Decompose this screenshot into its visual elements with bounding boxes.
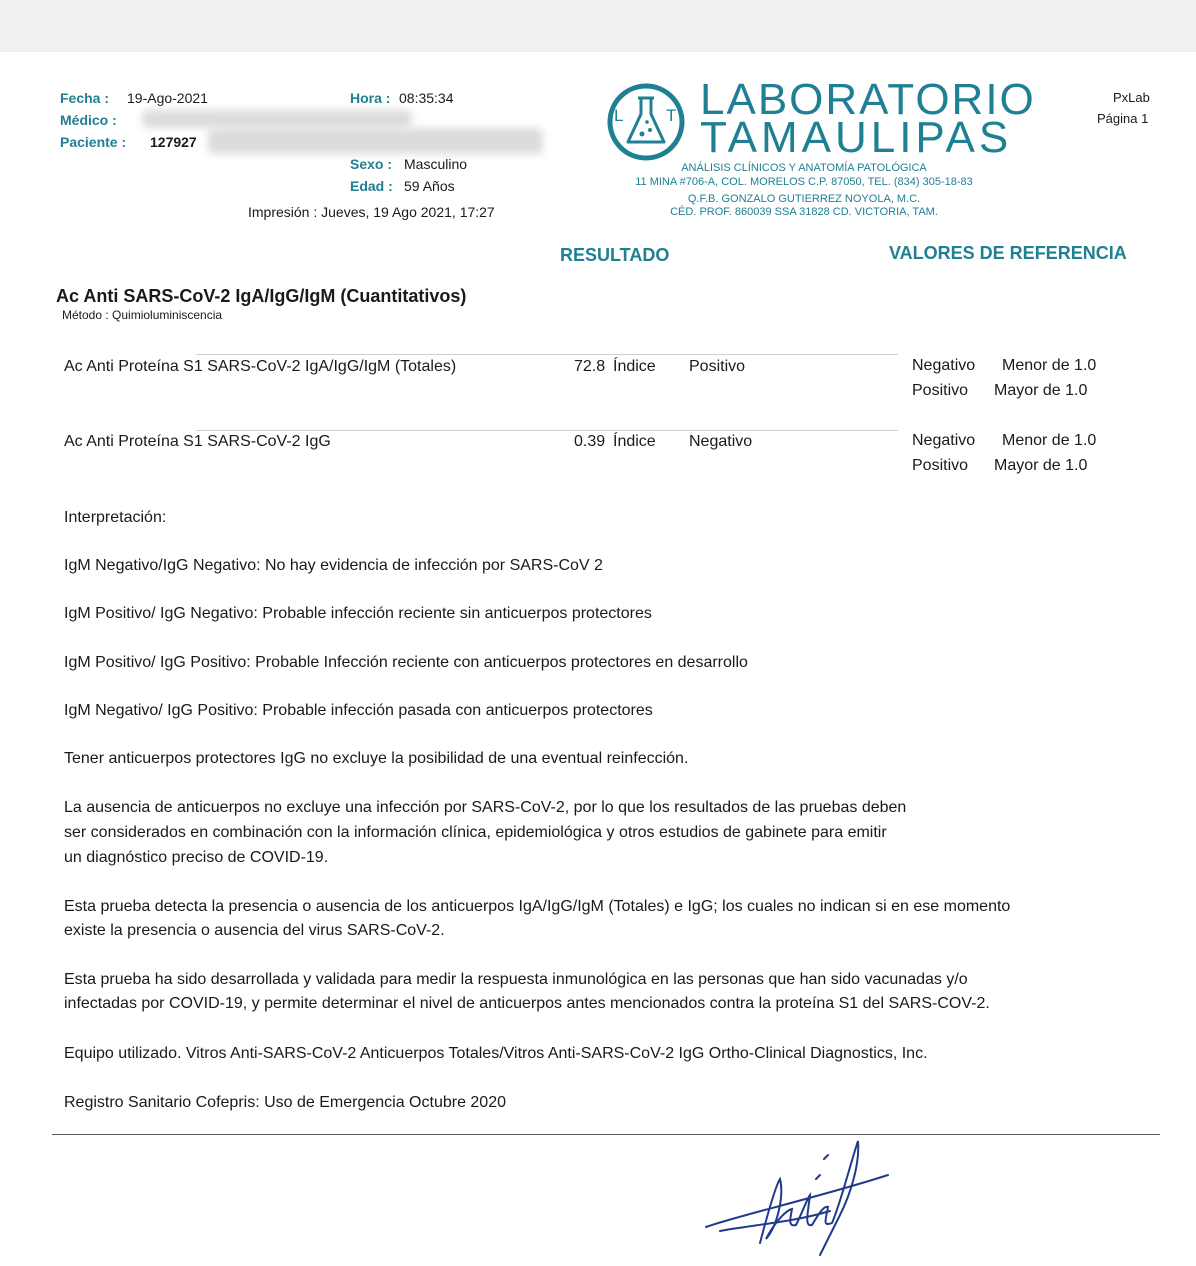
logo-letter-l: L xyxy=(614,106,624,125)
sexo-label: Sexo : xyxy=(350,156,393,172)
lab-name-line2: TAMAULIPAS xyxy=(700,113,1013,162)
note-paragraph-line: ser considerados en combinación con la información clínica, epidemiológica y otros estudios de gabinete para emitir xyxy=(64,824,887,841)
result-interpretation: Positivo xyxy=(689,358,746,375)
result-interpretation: Negativo xyxy=(689,433,753,450)
edad-label: Edad : xyxy=(350,178,393,194)
fecha-label: Fecha : xyxy=(60,90,110,106)
lab-cedula: CÉD. PROF. 860039 SSA 31828 CD. VICTORIA, TAM. xyxy=(670,206,938,218)
row-divider xyxy=(196,354,898,355)
note-paragraph-line: Esta prueba detecta la presencia o ausencia de los anticuerpos IgA/IgG/IgM (Totales) e IgG; los cuales no indican si en ese momento xyxy=(64,898,1011,915)
medico-label: Médico : xyxy=(60,112,117,128)
hora-label: Hora : xyxy=(350,90,391,106)
equipment-note: Equipo utilizado. Vitros Anti-SARS-CoV-2 Anticuerpos Totales/Vitros Anti-SARS-CoV-2 IgG Ortho-Clinical Diagnostics, Inc. xyxy=(64,1045,928,1062)
note-paragraph-line: un diagnóstico preciso de COVID-19. xyxy=(64,849,329,866)
note-paragraph-line: La ausencia de anticuerpos no excluye una infección por SARS-CoV-2, por lo que los resultados de las pruebas deben xyxy=(64,799,907,816)
note-paragraph-line: Esta prueba ha sido desarrollada y validada para medir la respuesta inmunológica en las personas que han sido vacunadas y/o xyxy=(64,971,968,988)
lab-subtitle: ANÁLISIS CLÍNICOS Y ANATOMÍA PATOLÓGICA xyxy=(681,162,927,174)
registry-note: Registro Sanitario Cofepris: Uso de Emergencia Octubre 2020 xyxy=(64,1094,506,1111)
paciente-label: Paciente : xyxy=(60,134,127,150)
ref-label: Positivo xyxy=(912,382,969,399)
ref-range: Mayor de 1.0 xyxy=(994,382,1088,399)
test-title: Ac Anti SARS-CoV-2 IgA/IgG/IgM (Cuantitativos) xyxy=(56,286,467,306)
ref-range: Menor de 1.0 xyxy=(1002,357,1097,374)
print-date: Impresión : Jueves, 19 Ago 2021, 17:27 xyxy=(248,204,495,220)
interpretation-heading: Interpretación: xyxy=(64,509,167,526)
note-paragraph-line: infectadas por COVID-19, y permite determinar el nivel de anticuerpos antes mencionados contra la proteína S1 del SARS-COV-2. xyxy=(64,995,990,1012)
ref-label: Negativo xyxy=(912,432,976,449)
resultado-header: RESULTADO xyxy=(560,245,670,265)
page-number: Página 1 xyxy=(1097,111,1149,126)
row-divider xyxy=(196,430,898,431)
footer-divider xyxy=(52,1134,1160,1135)
redacted-paciente xyxy=(208,128,543,154)
note-line: Tener anticuerpos protectores IgG no excluye la posibilidad de una eventual reinfección. xyxy=(64,750,689,767)
system-name: PxLab xyxy=(1113,90,1150,105)
result-name: Ac Anti Proteína S1 SARS-CoV-2 IgG xyxy=(64,433,331,450)
top-bar xyxy=(0,0,1196,52)
result-unit: Índice xyxy=(613,358,656,375)
note-line: IgM Negativo/ IgG Positivo: Probable infección pasada con anticuerpos protectores xyxy=(64,702,653,719)
signature xyxy=(700,1135,900,1260)
ref-label: Positivo xyxy=(912,457,969,474)
edad-value: 59 Años xyxy=(404,178,455,194)
note-line: IgM Negativo/IgG Negativo: No hay evidencia de infección por SARS-CoV 2 xyxy=(64,557,603,574)
lab-name-line1: LABORATORIO xyxy=(700,75,1036,124)
result-value: 0.39 xyxy=(574,433,606,450)
note-line: IgM Positivo/ IgG Negativo: Probable infección reciente sin anticuerpos protectores xyxy=(64,605,652,622)
result-value: 72.8 xyxy=(574,358,606,375)
result-name: Ac Anti Proteína S1 SARS-CoV-2 IgA/IgG/IgM (Totales) xyxy=(64,358,457,375)
lab-address: 11 MINA #706-A, COL. MORELOS C.P. 87050, TEL. (834) 305-18-83 xyxy=(635,176,973,188)
redacted-medico xyxy=(142,110,412,128)
result-unit: Índice xyxy=(613,433,656,450)
fecha-value: 19-Ago-2021 xyxy=(127,90,208,106)
lab-logo xyxy=(606,82,686,162)
note-paragraph-line: existe la presencia o ausencia del virus SARS-CoV-2. xyxy=(64,922,445,939)
lab-director: Q.F.B. GONZALO GUTIERREZ NOYOLA, M.C. xyxy=(687,193,921,205)
ref-range: Menor de 1.0 xyxy=(1002,432,1097,449)
note-line: IgM Positivo/ IgG Positivo: Probable Infección reciente con anticuerpos protectores en desarrollo xyxy=(64,654,748,671)
hora-value: 08:35:34 xyxy=(399,90,454,106)
logo-letter-t: T xyxy=(666,106,677,125)
test-method: Método : Quimioluminiscencia xyxy=(62,308,223,322)
sexo-value: Masculino xyxy=(404,156,468,172)
ref-range: Mayor de 1.0 xyxy=(994,457,1088,474)
referencia-header: VALORES DE REFERENCIA xyxy=(889,243,1127,263)
ref-label: Negativo xyxy=(912,357,976,374)
paciente-id: 127927 xyxy=(150,134,197,150)
